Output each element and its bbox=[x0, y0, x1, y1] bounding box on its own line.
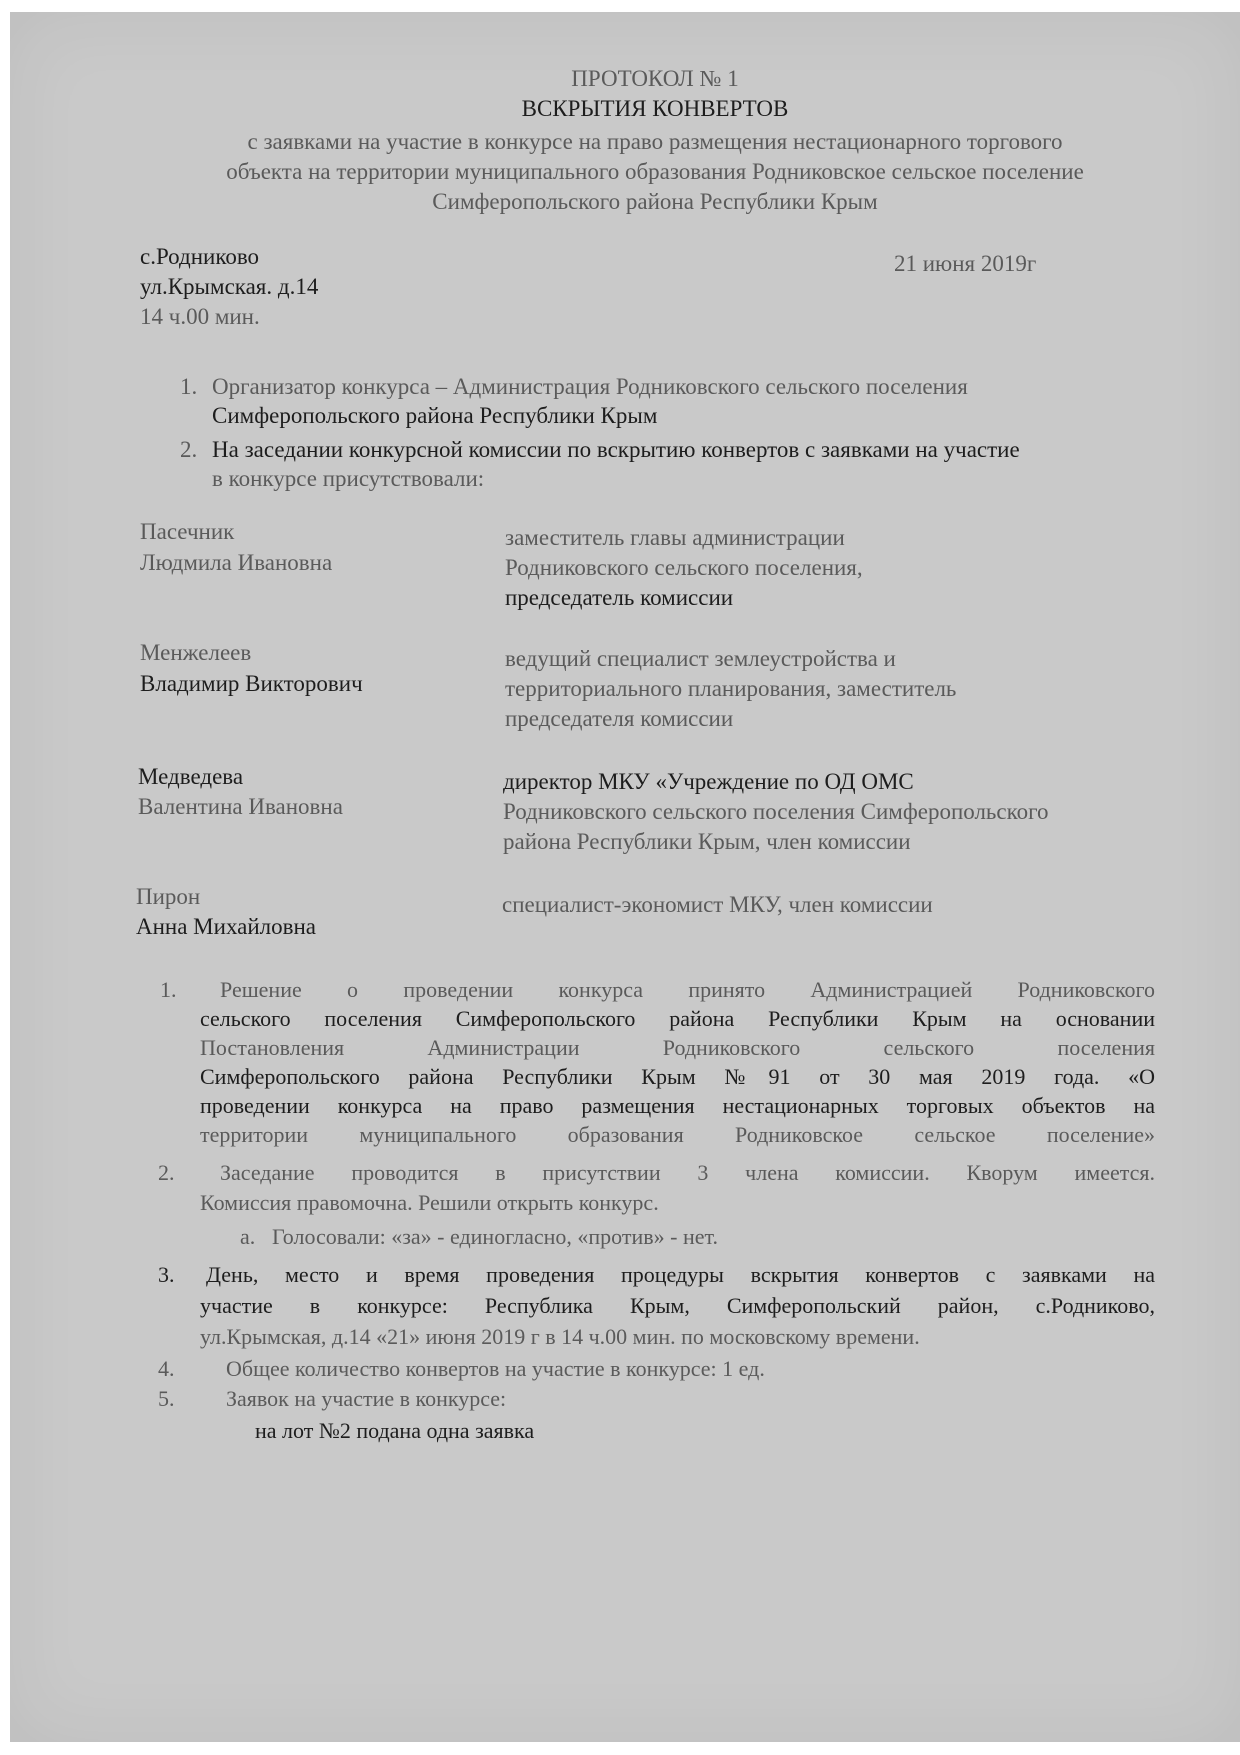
member-given-name: Анна Михайловна bbox=[136, 914, 317, 939]
member-given-name: Владимир Викторович bbox=[140, 671, 363, 696]
intro-item-line: На заседании конкурсной комиссии по вскрытию конвертов с заявками на участие bbox=[212, 437, 1020, 462]
decision-item-number: 4. bbox=[158, 1356, 175, 1381]
member-role-line: председатель комиссии bbox=[505, 585, 734, 610]
subtitle-line: Симферопольского района Республики Крым bbox=[432, 189, 878, 214]
decision-item-line: Заседание проводится в присутствии 3 члена комиссии. Кворум имеется. bbox=[220, 1160, 1155, 1185]
place-village: с.Родниково bbox=[140, 244, 260, 269]
protocol-title: ВСКРЫТИЯ КОНВЕРТОВ bbox=[521, 96, 789, 121]
member-role-line: специалист-экономист МКУ, член комиссии bbox=[502, 892, 933, 917]
member-surname: Пасечник bbox=[140, 519, 235, 544]
member-surname: Пирон bbox=[136, 884, 201, 909]
decision-item-line: Комиссия правомочна. Решили открыть конкурс. bbox=[200, 1190, 659, 1215]
intro-item-number: 2. bbox=[180, 437, 198, 462]
decision-item-line: сельского поселения Симферопольского района Республики Крым на основании bbox=[200, 1006, 1155, 1031]
decision-item-line: ул.Крымская, д.14 «21» июня 2019 г в 14 ч.00 мин. по московскому времени. bbox=[200, 1324, 920, 1349]
member-surname: Медведева bbox=[138, 764, 244, 789]
member-role-line: председателя комиссии bbox=[505, 706, 734, 731]
member-role-line: ведущий специалист землеустройства и bbox=[505, 646, 896, 671]
meeting-date: 21 июня 2019г bbox=[894, 251, 1037, 276]
decision-item-line: участие в конкурсе: Республика Крым, Симферопольский район, с.Родниково, bbox=[200, 1293, 1155, 1318]
decision-item-line: на лот №2 подана одна заявка bbox=[255, 1418, 535, 1443]
decision-item-number: 3. bbox=[158, 1262, 175, 1287]
decision-subitem-letter: a. bbox=[240, 1224, 256, 1249]
member-role-line: района Республики Крым, член комиссии bbox=[503, 829, 911, 854]
member-role-line: Родниковского сельского поселения, bbox=[505, 555, 863, 580]
intro-item-number: 1. bbox=[180, 374, 198, 399]
intro-item-line: Симферопольского района Республики Крым bbox=[212, 403, 658, 428]
member-role-line: Родниковского сельского поселения Симферопольского bbox=[503, 799, 1049, 824]
member-surname: Менжелеев bbox=[140, 640, 252, 665]
decision-item-number: 1. bbox=[160, 977, 177, 1002]
decision-item-line: проведении конкурса на право размещения нестационарных торговых объектов на bbox=[200, 1093, 1155, 1118]
member-given-name: Людмила Ивановна bbox=[140, 550, 333, 575]
subtitle-line: с заявками на участие в конкурсе на право размещения нестационарного торгового bbox=[247, 129, 1063, 154]
member-role-line: территориального планирования, заместитель bbox=[505, 676, 957, 701]
decision-item-line: территории муниципального образования Родниковское сельское поселение» bbox=[200, 1122, 1155, 1147]
subtitle-line: объекта на территории муниципального образования Родниковское сельское поселение bbox=[226, 159, 1084, 184]
intro-item-line: Организатор конкурса – Администрация Родниковского сельского поселения bbox=[212, 374, 968, 399]
decision-item-line: Симферопольского района Республики Крым №91 от 30 мая 2019 года. «О bbox=[200, 1064, 1155, 1089]
decision-item-line: Решение о проведении конкурса принято Администрацией Родниковского bbox=[220, 977, 1155, 1002]
member-given-name: Валентина Ивановна bbox=[138, 794, 343, 819]
member-role-line: директор МКУ «Учреждение по ОД ОМС bbox=[503, 769, 914, 794]
decision-item-line: Заявок на участие в конкурсе: bbox=[226, 1386, 507, 1411]
decision-item-line: Общее количество конвертов на участие в конкурсе: 1 ед. bbox=[226, 1356, 765, 1381]
decision-item-line: Голосовали: «за» - единогласно, «против» - нет. bbox=[272, 1224, 718, 1249]
intro-item-line: в конкурсе присутствовали: bbox=[212, 466, 485, 491]
decision-item-number: 2. bbox=[158, 1160, 175, 1185]
member-role-line: заместитель главы администрации bbox=[505, 525, 845, 550]
decision-item-line: День, место и время проведения процедуры вскрытия конвертов с заявками на bbox=[206, 1262, 1155, 1287]
meeting-time: 14 ч.00 мин. bbox=[140, 304, 260, 329]
decision-item-number: 5. bbox=[158, 1386, 175, 1411]
document-page bbox=[10, 12, 1240, 1742]
place-street: ул.Крымская. д.14 bbox=[140, 274, 319, 299]
protocol-number: ПРОТОКОЛ № 1 bbox=[571, 66, 739, 91]
decision-item-line: Постановления Администрации Родниковского сельского поселения bbox=[200, 1035, 1155, 1060]
